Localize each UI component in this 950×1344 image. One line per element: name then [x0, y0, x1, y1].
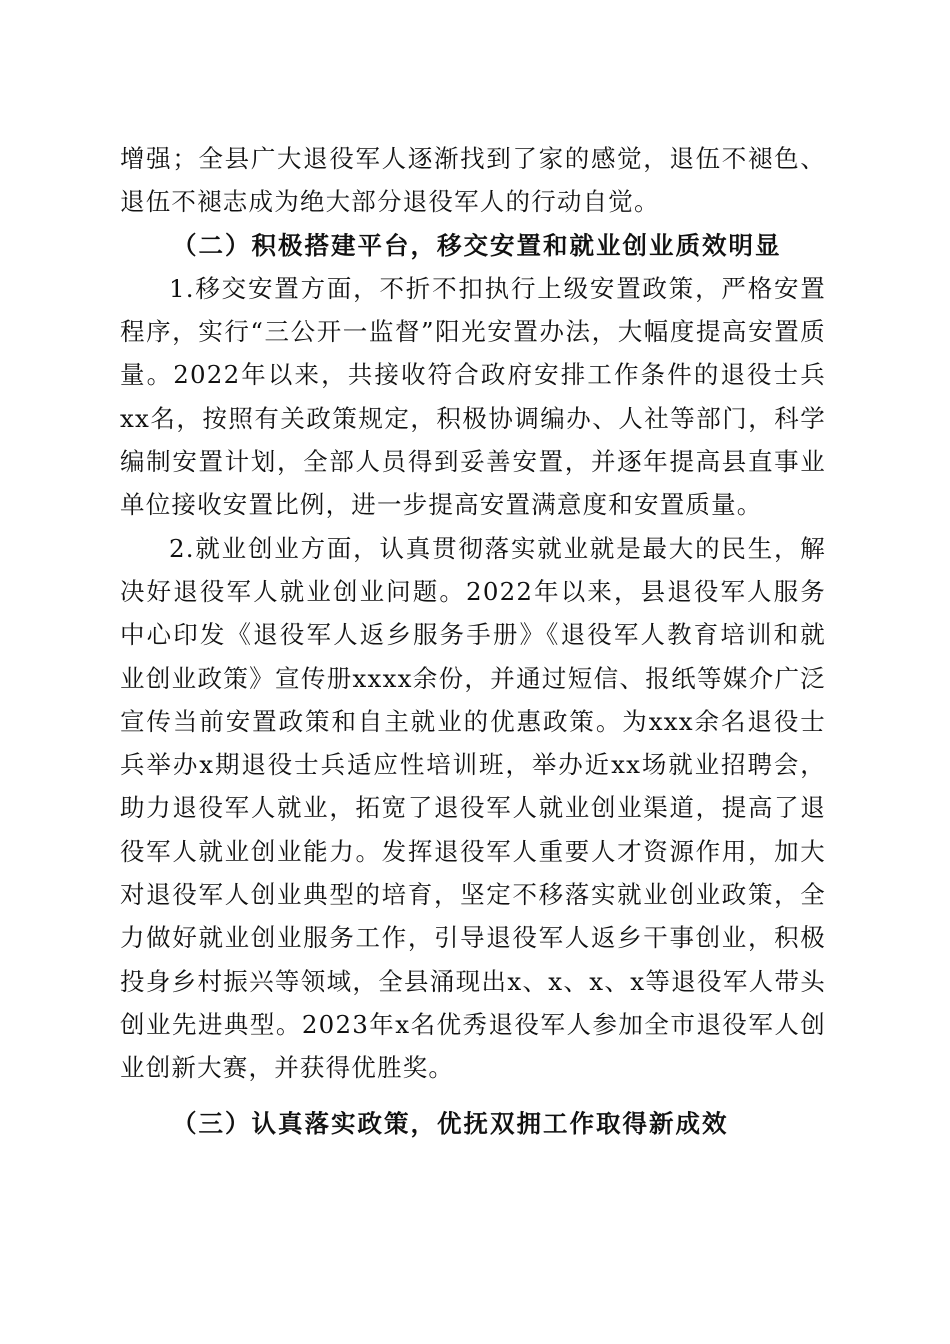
section-heading-2: （二）积极搭建平台，移交安置和就业创业质效明显: [172, 230, 782, 260]
document-body: [120, 137, 826, 1145]
paragraph-resettlement: 1.移交安置方面，不折不扣执行上级安置政策，严格安置程序，实行“三公开一监督”阳光安置办法，大幅度提高安置质量。2022年以来，共接收符合政府安排工作条件的退役士兵xx名，按照有关政策规定，积极协调编办、人社等部门，科学编制安置计划，全部人员得到妥善安置，并逐年提高县直事业单位接收安置比例，进一步提高安置满意度和安置质量。: [120, 273, 826, 520]
section-heading-3: （三）认真落实政策，优抚双拥工作取得新成效: [172, 1108, 729, 1138]
paragraph-continuation: 增强；全县广大退役军人逐渐找到了家的感觉，退伍不褪色、退伍不褪志成为绝大部分退役军人的行动自觉。: [120, 144, 826, 217]
paragraph-employment: 2.就业创业方面，认真贯彻落实就业就是最大的民生，解决好退役军人就业创业问题。2022年以来，县退役军人服务中心印发《退役军人返乡服务手册》《退役军人教育培训和就业创业政策》宣传册xxxx余份，并通过短信、报纸等媒介广泛宣传当前安置政策和自主就业的优惠政策。为xxx余名退役士兵举办x期退役士兵适应性培训班，举办近xx场就业招聘会，助力退役军人就业，拓宽了退役军人就业创业渠道，提高了退役军人就业创业能力。发挥退役军人重要人才资源作用，加大对退役军人创业典型的培育，坚定不移落实就业创业政策，全力做好就业创业服务工作，引导退役军人返乡干事创业，积极投身乡村振兴等领域，全县涌现出x、x、x、x等退役军人带头创业先进典型。2023年x名优秀退役军人参加全市退役军人创业创新大赛，并获得优胜奖。: [120, 533, 826, 1083]
